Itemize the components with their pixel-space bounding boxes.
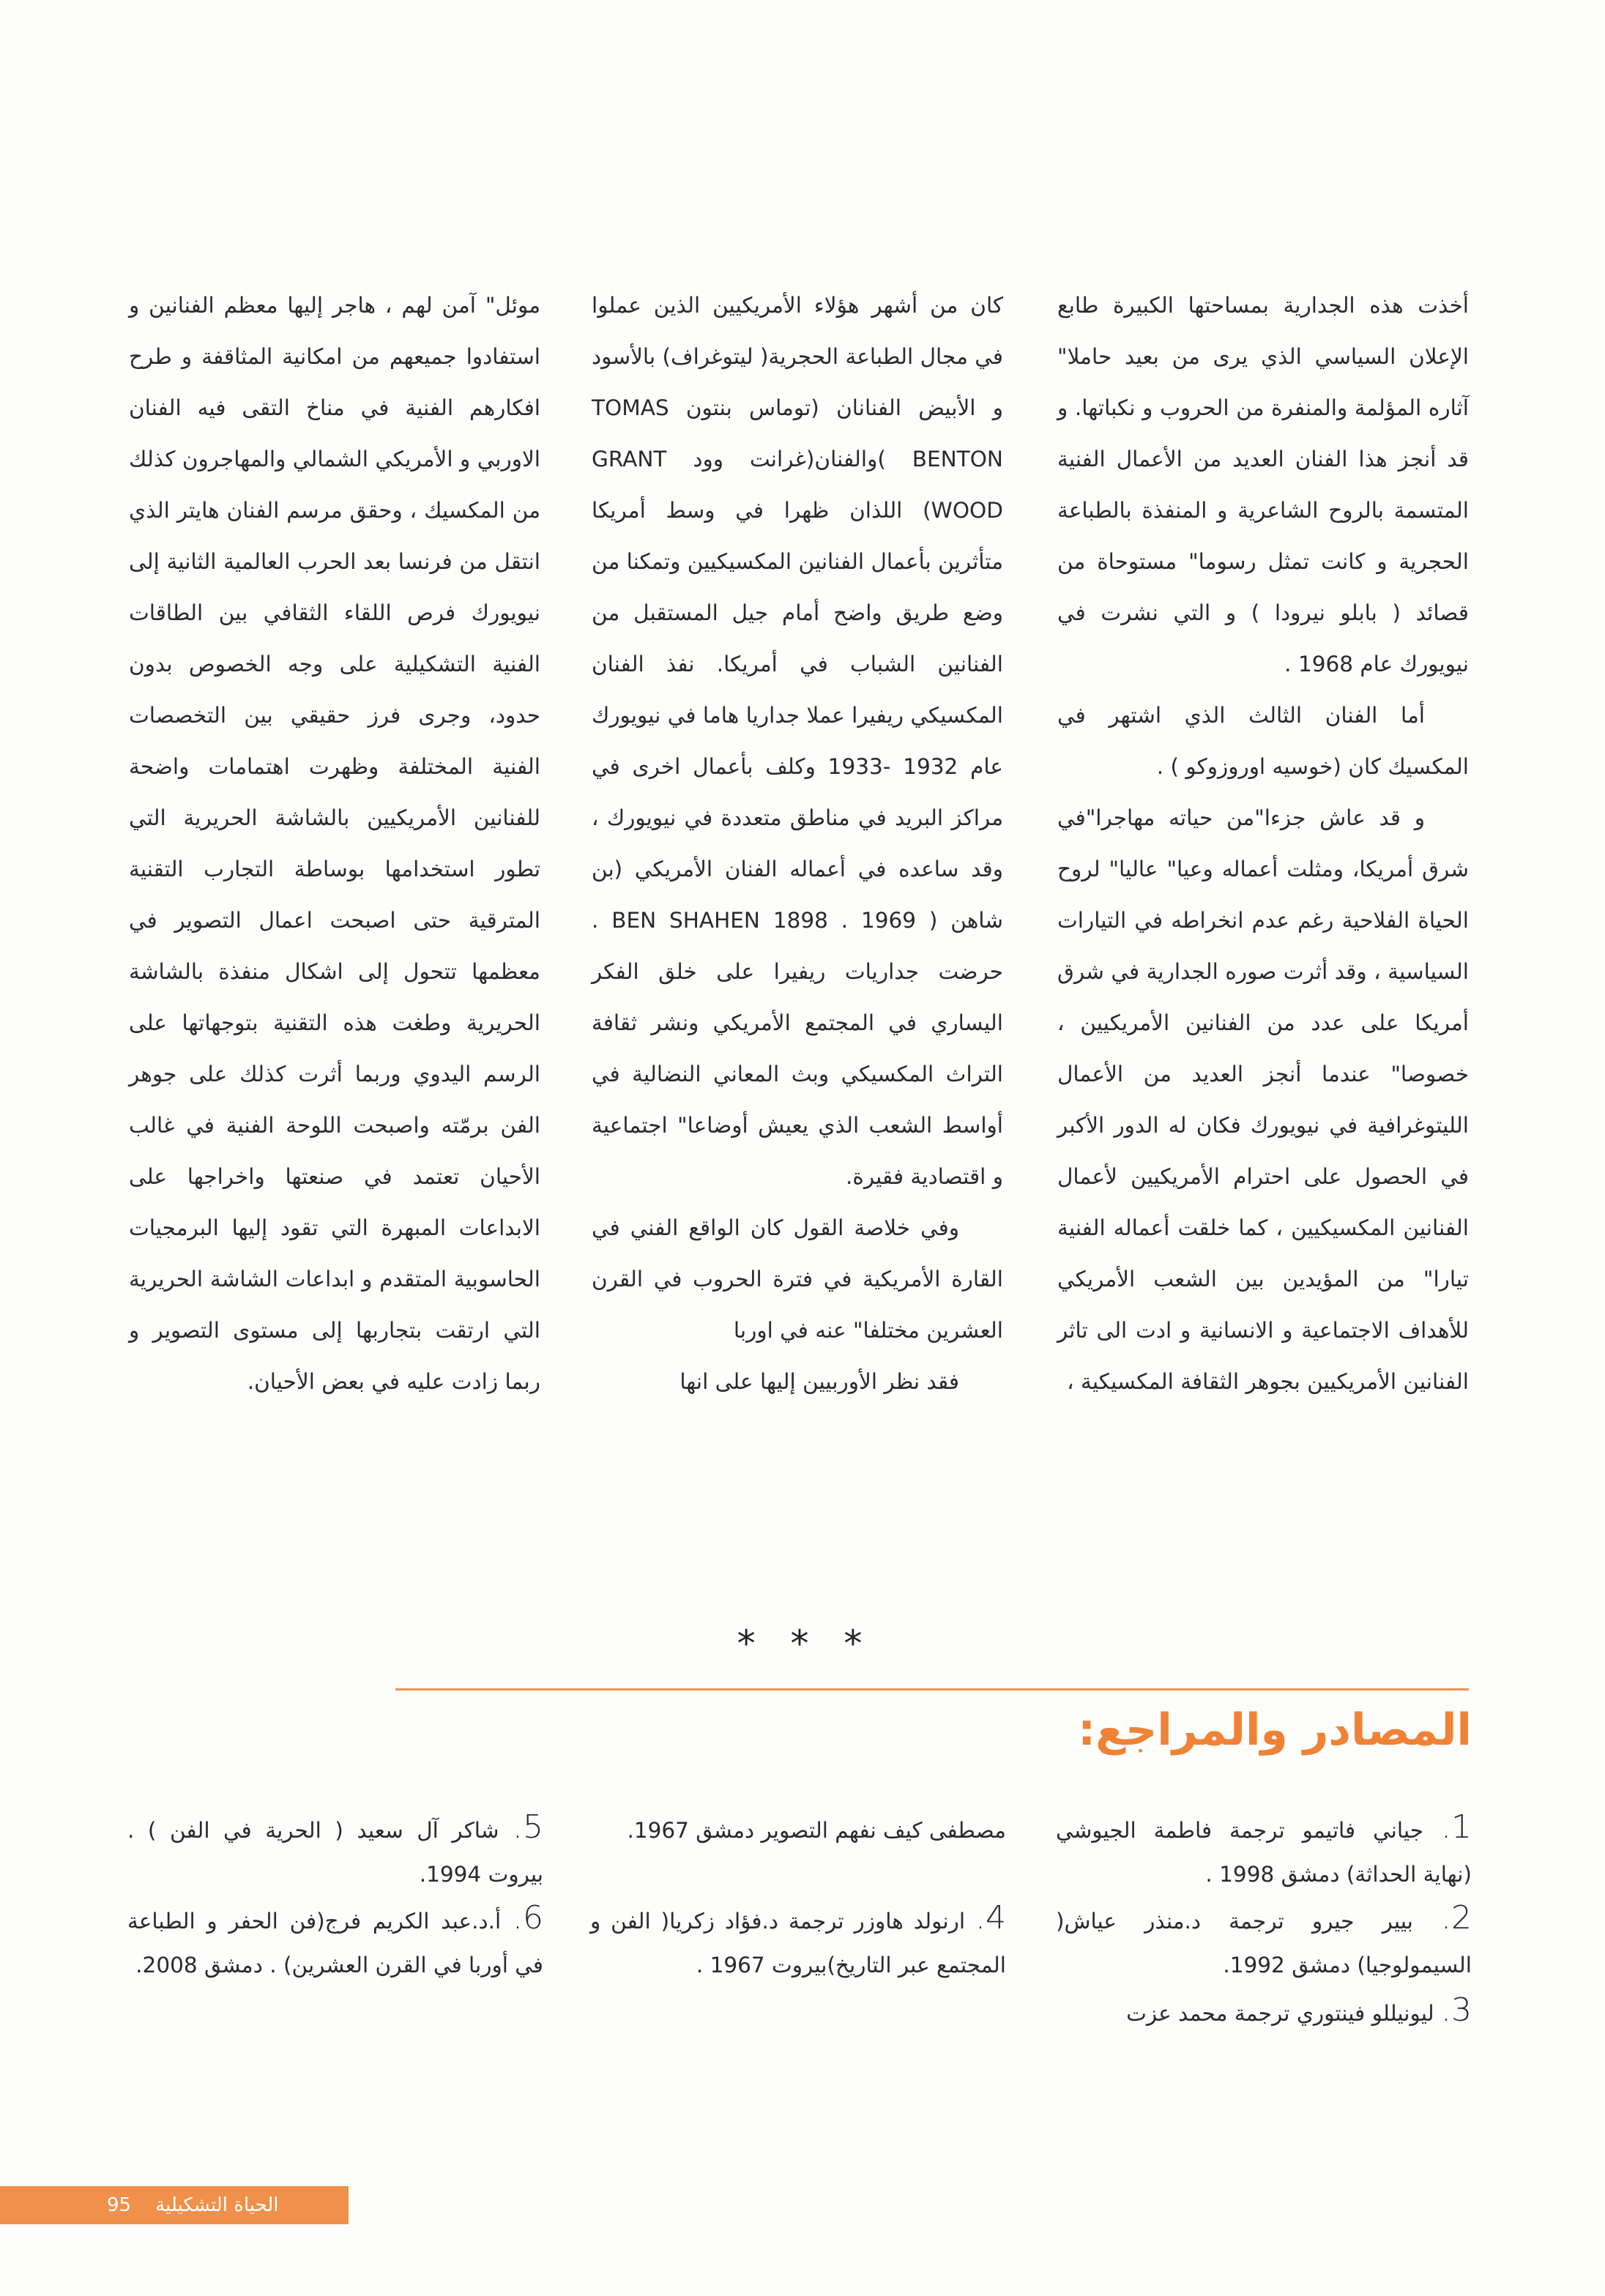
article-paragraph: أما الفنان الثالث الذي اشتهر في المكسيك كان (خوسيه اوروزوكو ) . — [1057, 703, 1469, 779]
reference-item — [127, 1896, 543, 1987]
reference-item — [1056, 1896, 1472, 1987]
reference-text: أ.د.عبد الكريم فرج(فن الحفر و الطباعة في أوربا في القرن العشرين) . دمشق 2008. — [127, 1909, 543, 1978]
reference-number: 4. — [975, 1899, 1006, 1937]
reference-number: 1. — [1441, 1808, 1472, 1846]
reference-text: ليونيللو فينتوري ترجمة محمد عزت — [1126, 2001, 1434, 2026]
article-column-1 — [1057, 280, 1469, 1407]
divider-line — [395, 1688, 1469, 1691]
article-paragraph: وفي خلاصة القول كان الواقع الفني في القارة الأمريكية في فترة الحروب في القرن العشرين مختلفا" عنه في اوربا — [592, 1215, 1003, 1343]
reference-text: مصطفى كيف نفهم التصوير دمشق 1967. — [627, 1818, 1006, 1843]
reference-text: ارنولد هاوزر ترجمة د.فؤاد زكريا( الفن و المجتمع عبر التاريخ)بيروت 1967 . — [590, 1909, 1006, 1978]
page-number: 95 — [107, 2194, 132, 2216]
reference-number: 6. — [512, 1899, 543, 1937]
reference-item — [590, 1805, 1006, 1852]
reference-text: بيير جيرو ترجمة د.منذر عياش( السيمولوجيا) دمشق 1992. — [1056, 1909, 1472, 1978]
magazine-name: الحياة التشكيلية — [155, 2194, 279, 2216]
reference-number: 5. — [513, 1808, 543, 1846]
reference-item — [590, 1896, 1006, 1987]
section-separator: * * * — [737, 1622, 874, 1665]
reference-item — [127, 1805, 543, 1896]
reference-item — [1056, 1805, 1472, 1896]
page-footer — [107, 2186, 279, 2224]
article-column-2 — [592, 280, 1003, 1407]
article-paragraph: فقد نظر الأوربيين إليها على انها — [679, 1369, 959, 1394]
article-paragraph: و قد عاش جزءا"من حياته مهاجرا"في شرق أمريكا، ومثلت أعماله وعيا" عاليا" لروح الحياة الفلاحية رغم عدم انخراطه في التيارات السياسية ، وقد أثرت صوره الجدارية في شرق أمريكا على عدد من الفنانين الأمريكيين ، خصوصا" عندما أنجز العديد من الأعمال الليتوغرافية في نيويورك فكان له الدور الأكبر في الحصول على احترام الأمريكيين لأعمال الفنانين المكسيكيين ، كما خلقت أعماله الفنية تيارا" من المؤيدين بين الشعب الأمريكي للأهداف الاجتماعية و الانسانية و ادت الى تاثر الفنانين الأمريكيين بجوهر الثقافة المكسيكية ، — [1057, 805, 1469, 1394]
reference-number: 3. — [1441, 1991, 1472, 2029]
article-paragraph: أخذت هذه الجدارية بمساحتها الكبيرة طابع الإعلان السياسي الذي يرى من بعيد حاملا" آثاره المؤلمة والمنفرة من الحروب و نكباتها. و قد أنجز هذا الفنان العديد من الأعمال الفنية المتسمة بالروح الشاعرية و المنفذة بالطباعة الحجرية و كانت تمثل رسوما" مستوحاة من قصائد ( بابلو نيرودا ) و التي نشرت في نيويورك عام 1968 . — [1057, 293, 1469, 676]
article-paragraph: كان من أشهر هؤلاء الأمريكيين الذين عملوا في مجال الطباعة الحجرية( ليتوغراف) بالأسود و الأبيض الفنانان (توماس بنتون TOMAS BENTON )والفنان(غرانت وود GRANT WOOD) اللذان ظهرا في وسط أمريكا متأثرين بأعمال الفنانين المكسيكيين وتمكنا من وضع طريق واضح أمام جيل المستقبل من الفنانين الشباب في أمريكا. نفذ الفنان المكسيكي ريفيرا عملا جداريا هاما في نيويورك عام 1932 -1933 وكلف بأعمال اخرى في مراكز البريد في مناطق متعددة في نيويورك ، وقد ساعده في أعماله الفنان الأمريكي (بن شاهن ( BEN SHAHEN 1898 . 1969 . حرضت جداريات ريفيرا على خلق الفكر اليساري في المجتمع الأمريكي ونشر ثقافة التراث المكسيكي وبث المعاني النضالية في أواسط الشعب الذي يعيش أوضاعا" اجتماعية و اقتصادية فقيرة. — [592, 293, 1003, 1189]
reference-text: شاكر آل سعيد ( الحرية في الفن ) . بيروت 1994. — [127, 1818, 543, 1887]
reference-number: 2. — [1441, 1899, 1472, 1937]
article-paragraph: موئل" آمن لهم ، هاجر إليها معظم الفنانين و استفادوا جميعهم من امكانية المثاقفة و طرح افكارهم الفنية في مناخ التقى فيه الفنان الاوربي و الأمريكي الشمالي والمهاجرون كذلك من المكسيك ، وحقق مرسم الفنان هايتر الذي انتقل من فرنسا بعد الحرب العالمية الثانية إلى نيويورك فرص اللقاء الثقافي بين الطاقات الفنية التشكيلية على وجه الخصوص بدون حدود، وجرى فرز حقيقي بين التخصصات الفنية المختلفة وظهرت اهتمامات واضحة للفنانين الأمريكيين بالشاشة الحريرية التي تطور استخدامها بوساطة التجارب التقنية المترقية حتى اصبحت اعمال التصوير في معظمها تتحول إلى اشكال منفذة بالشاشة الحريرية وطغت هذه التقنية بتوجهاتها على الرسم اليدوي وربما أثرت كذلك على جوهر الفن برمّته واصبحت اللوحة الفنية في غالب الأحيان تعتمد في صنعتها واخراجها على الابداعات المبهرة التي تقود إليها البرمجيات الحاسوبية المتقدم و ابداعات الشاشة الحريرية التي ارتقت بتجاربها إلى مستوى التصوير و ربما زادت عليه في بعض الأحيان. — [129, 293, 540, 1394]
reference-text: جياني فاتيمو ترجمة فاطمة الجيوشي (نهاية الحداثة) دمشق 1998 . — [1056, 1818, 1472, 1887]
reference-item — [1056, 1988, 1472, 2035]
references-title: المصادر والمراجع: — [1078, 1704, 1472, 1756]
article-column-3 — [129, 280, 540, 1407]
